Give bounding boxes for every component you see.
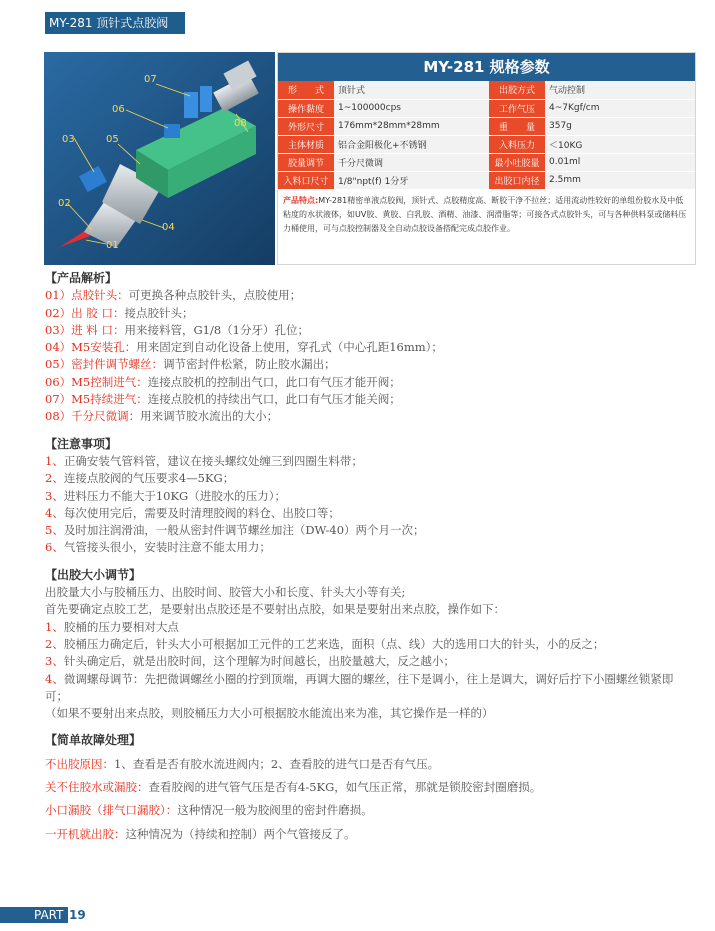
spec-value: 顶针式: [334, 81, 489, 99]
adjust-note: （如果不要射出来点胶，则胶桶压力大小可根据胶水能流出来为准，其它操作是一样的）: [45, 706, 494, 721]
callout-07: 07: [144, 74, 157, 85]
page-title: MY-281 顶针式点胶阀: [45, 12, 185, 34]
list-item: 5、及时加注润滑油，一般从密封件调节螺丝加注（DW-40）两个月一次；: [45, 523, 425, 538]
spec-row: [278, 117, 695, 135]
list-item: 一开机就出胶：这种情况为（持续和控制）两个气管接反了。: [45, 826, 356, 841]
spec-value: ＜10KG: [545, 135, 695, 153]
list-item: 3、进料压力不能大于10KG（进胶水的压力）；: [45, 488, 286, 503]
spec-label: 出胶方式: [489, 81, 545, 99]
spec-label: 最小吐胶量: [489, 153, 545, 171]
list-item: 2、胶桶压力确定后，针头大小可根据加工元件的工艺来选，面积（点、线）大的选用口大的针头，小的反之；: [45, 636, 605, 651]
spec-panel: [277, 52, 696, 265]
callout-05: 05: [106, 134, 119, 145]
spec-row: [278, 99, 695, 117]
list-item: 08）千分尺微调：用来调节胶水流出的大小；: [45, 409, 279, 424]
analysis-heading: 【产品解析】: [45, 271, 118, 285]
spec-value: 1/8"npt(f) 1分牙: [334, 171, 489, 189]
list-item: 3、针头确定后，就是出胶时间，这个理解为时间越长，出胶量越大，反之越小；: [45, 654, 455, 669]
spec-label: 主体材质: [278, 135, 334, 153]
callout-03: 03: [62, 134, 75, 145]
spec-label: 工作气压: [489, 99, 545, 117]
spec-label: 重 量: [489, 117, 545, 135]
feature-text: MY-281精密单液点胶阀，顶针式、点胶精度高、断胶干净不拉丝；适用流动性较好的单组份胶水及中低粘度的水状液体，如UV胶、黄胶、白乳胶、酒精、油漆、润滑脂等；可接各式点胶针头，可与各种供料泵或储料压力桶使用，可与点胶控制器及全自动点胶设备搭配完成点胶作业。: [283, 195, 687, 233]
spec-label: 外形尺寸: [278, 117, 334, 135]
spec-row: [278, 153, 695, 171]
list-item: 07）M5持续进气：连接点胶机的持续出气口，此口有气压才能关阀；: [45, 392, 401, 407]
spec-label: 入料压力: [489, 135, 545, 153]
spec-label: 操作黏度: [278, 99, 334, 117]
spec-row: [278, 81, 695, 99]
product-features: [278, 190, 695, 240]
callout-02: 02: [58, 198, 71, 209]
list-item: 小口漏胶（排气口漏胶）：这种情况一般为胶阀里的密封件磨损。: [45, 803, 373, 818]
list-item: 关不住胶水或漏胶：查看胶阀的进气管气压是否有4-5KG，如气压正常，那就是锁胶密封圈磨损。: [45, 780, 542, 795]
list-item: 02）出 胶 口：接点胶针头；: [45, 305, 194, 320]
valve-illustration: [44, 52, 275, 265]
list-item: 不出胶原因：1、查看是否有胶水流进阀内；2、查看胶的进气口是否有气压。: [45, 756, 440, 771]
callout-01: 01: [106, 240, 119, 251]
main-content: [45, 270, 685, 843]
spec-value: 气动控制: [545, 81, 695, 99]
product-image: [44, 52, 275, 265]
list-item: 01）点胶针头：可更换各种点胶针头，点胶使用；: [45, 288, 302, 303]
spec-label: 胶量调节: [278, 153, 334, 171]
notes-heading: 【注意事项】: [45, 436, 118, 451]
spec-value: 铝合金阳极化+不锈钢: [334, 135, 489, 153]
spec-label: 形 式: [278, 81, 334, 99]
spec-value: 2.5mm: [545, 171, 695, 189]
list-item: 4、每次使用完后，需要及时清理胶阀的料仓、出胶口等；: [45, 505, 340, 520]
list-item: 04）M5安装孔：用来固定到自动化设备上使用，穿孔式（中心孔距16mm）；: [45, 340, 443, 355]
list-item: 06）M5控制进气：连接点胶机的控制出气口，此口有气压才能开阀；: [45, 374, 401, 389]
adjust-heading: 【出胶大小调节】: [45, 567, 142, 582]
list-item: 4、微调螺母调节：先把微调螺丝小圈的拧到顶端，再调大圈的螺丝，往下是调小，往上是调大，调好后拧下小圈螺丝锁紧即可；: [45, 671, 674, 703]
spec-value: 4~7Kgf/cm: [545, 99, 695, 117]
callout-04: 04: [162, 222, 175, 233]
adjust-intro-2: 首先要确定点胶工艺，是要射出点胶还是不要射出点胶，如果是要射出来点胶，操作如下：: [45, 602, 505, 617]
spec-value: 1~100000cps: [334, 99, 489, 117]
page-number: 19: [69, 908, 86, 922]
list-item: 6、气管接头很小，安装时注意不能太用力；: [45, 540, 271, 555]
spec-label: 出胶口内径: [489, 171, 545, 189]
spec-value: 357g: [545, 117, 695, 135]
feature-label: 产品特点:: [283, 195, 319, 205]
spec-value: 0.01ml: [545, 153, 695, 171]
spec-row: [278, 171, 695, 189]
list-item: 03）进 料 口：用来接料管，G1/8（1分牙）孔位；: [45, 322, 309, 337]
adjust-intro-1: 出胶量大小与胶桶压力、出胶时间、胶管大小和长度、针头大小等有关;: [45, 585, 406, 600]
list-item: 05）密封件调节螺丝：调节密封件松紧，防止胶水漏出；: [45, 357, 336, 372]
spec-label: 入料口尺寸: [278, 171, 334, 189]
list-item: 2、连接点胶阀的气压要求4—5KG；: [45, 471, 235, 486]
spec-row: [278, 135, 695, 153]
list-item: 1、正确安装气管料管，建议在接头螺纹处缠三到四圈生料带；: [45, 453, 363, 468]
spec-value: 176mm*28mm*28mm: [334, 117, 489, 135]
page-footer: [0, 907, 100, 923]
callout-06: 06: [112, 104, 125, 115]
spec-value: 千分尺微调: [334, 153, 489, 171]
list-item: 1、胶桶的压力要相对大点: [45, 619, 179, 634]
part-label: PART: [0, 907, 68, 923]
callout-08: 08: [234, 118, 247, 129]
spec-title: MY-281 规格参数: [278, 53, 695, 81]
trouble-heading: 【简单故障处理】: [45, 733, 142, 748]
spec-table: [278, 81, 695, 190]
